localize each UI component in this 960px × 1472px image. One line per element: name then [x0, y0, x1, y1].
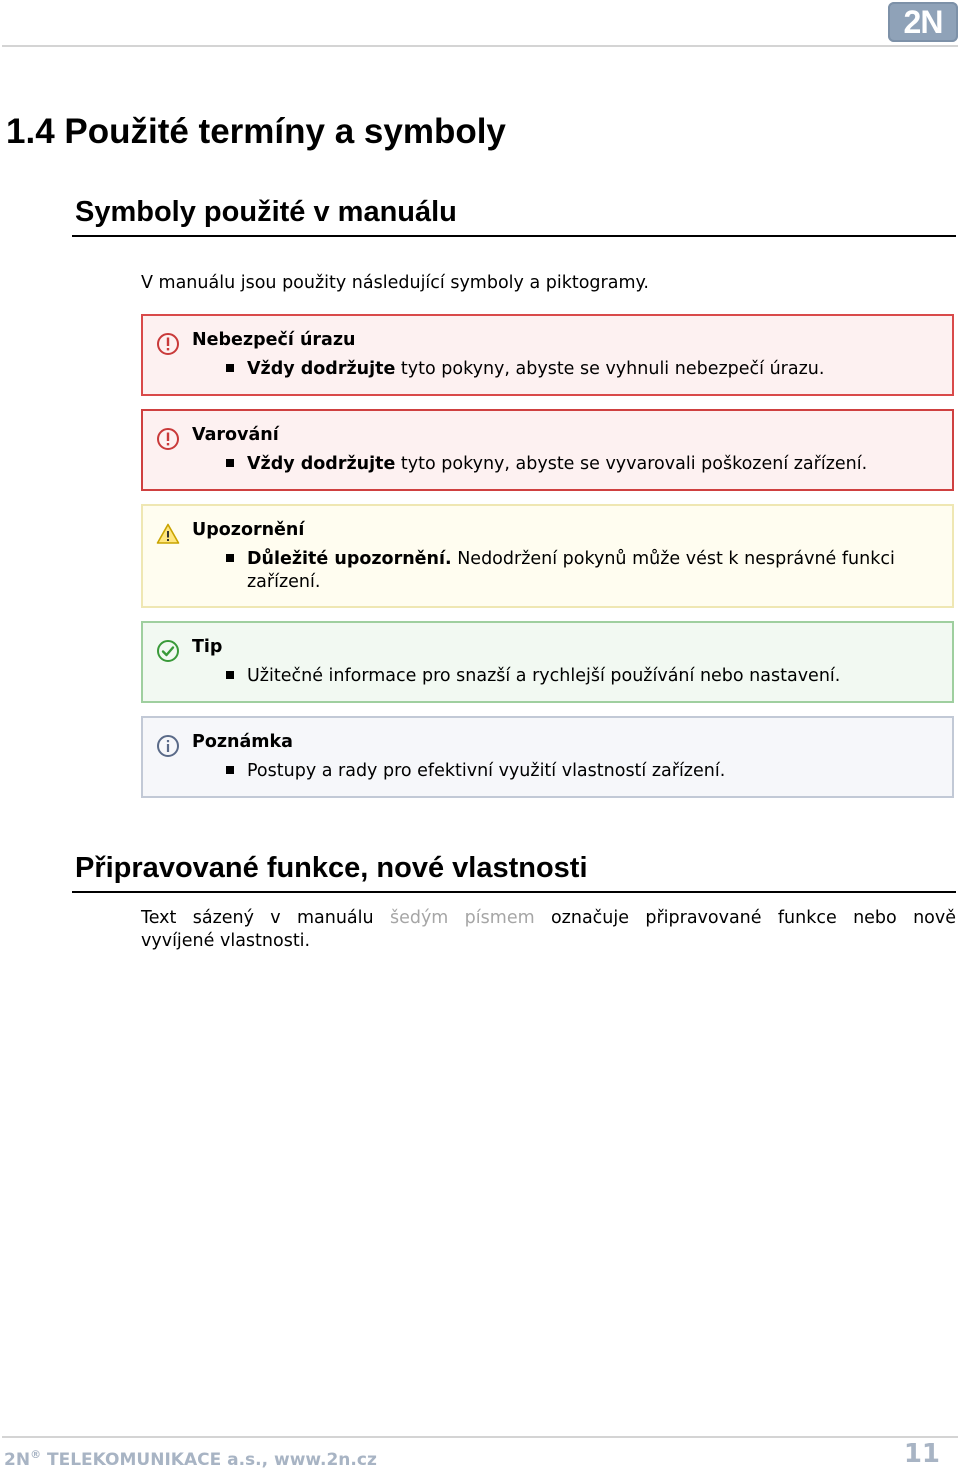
note-box — [141, 716, 954, 798]
warning-triangle-icon — [156, 522, 180, 546]
upcoming-paragraph-line2: vyvíjené vlastnosti. — [141, 931, 311, 951]
warning-text — [247, 453, 940, 476]
exclamation-circle-icon — [156, 427, 180, 451]
note-text: Postupy a rady pro efektivní využití vlastností zařízení. — [247, 761, 726, 781]
footer-company-prefix: 2N — [4, 1450, 31, 1470]
upcoming-text-after: označuje připravované funkce nebo nově — [534, 908, 956, 928]
section-title-upcoming: Připravované funkce, nové vlastnosti — [75, 852, 588, 884]
upcoming-text-grey: šedým písmem — [389, 908, 535, 928]
logo-text: 2N — [903, 4, 943, 40]
bullet-icon — [226, 766, 234, 774]
section-divider — [72, 891, 956, 893]
notice-text-rest: Nedodržení pokynů může vést k nesprávné funkci zařízení. — [247, 549, 895, 592]
warning-text-rest: tyto pokyny, abyste se vyvarovali poškození zařízení. — [395, 454, 868, 474]
upcoming-text-before: Text sázený v manuálu — [141, 908, 390, 928]
header-divider — [2, 45, 958, 47]
intro-paragraph: V manuálu jsou použity následující symboly a piktogramy. — [141, 273, 649, 293]
footer-company-rest: TELEKOMUNIKACE a.s., www.2n.cz — [41, 1450, 377, 1470]
company-logo — [888, 2, 958, 42]
page-heading: 1.4 Použité termíny a symboly — [6, 112, 506, 151]
warning-box — [141, 409, 954, 491]
notice-text — [247, 548, 940, 594]
notice-title: Upozornění — [192, 520, 305, 540]
tip-text: Užitečné informace pro snazší a rychlejší používání nebo nastavení. — [247, 666, 841, 686]
footer-divider — [2, 1436, 958, 1438]
bullet-icon — [226, 671, 234, 679]
tip-box — [141, 621, 954, 703]
bullet-icon — [226, 459, 234, 467]
bullet-icon — [226, 364, 234, 372]
danger-title: Nebezpečí úrazu — [192, 330, 356, 350]
registered-mark: ® — [30, 1448, 42, 1461]
exclamation-circle-icon — [156, 332, 180, 356]
info-circle-icon — [156, 734, 180, 758]
tip-title: Tip — [192, 637, 223, 657]
danger-text-rest: tyto pokyny, abyste se vyhnuli nebezpečí úrazu. — [395, 359, 825, 379]
danger-text-bold: Vždy dodržujte — [247, 359, 396, 379]
note-title: Poznámka — [192, 732, 293, 752]
section-title-symbols: Symboly použité v manuálu — [75, 196, 457, 228]
danger-text — [247, 358, 940, 381]
page-number: 11 — [903, 1439, 940, 1469]
notice-box — [141, 504, 954, 608]
warning-text-bold: Vždy dodržujte — [247, 454, 396, 474]
check-circle-icon — [156, 639, 180, 663]
upcoming-paragraph-line1 — [141, 907, 956, 930]
danger-box — [141, 314, 954, 396]
section-divider — [72, 235, 956, 237]
warning-title: Varování — [192, 425, 279, 445]
notice-text-bold: Důležité upozornění. — [247, 549, 452, 569]
bullet-icon — [226, 554, 234, 562]
